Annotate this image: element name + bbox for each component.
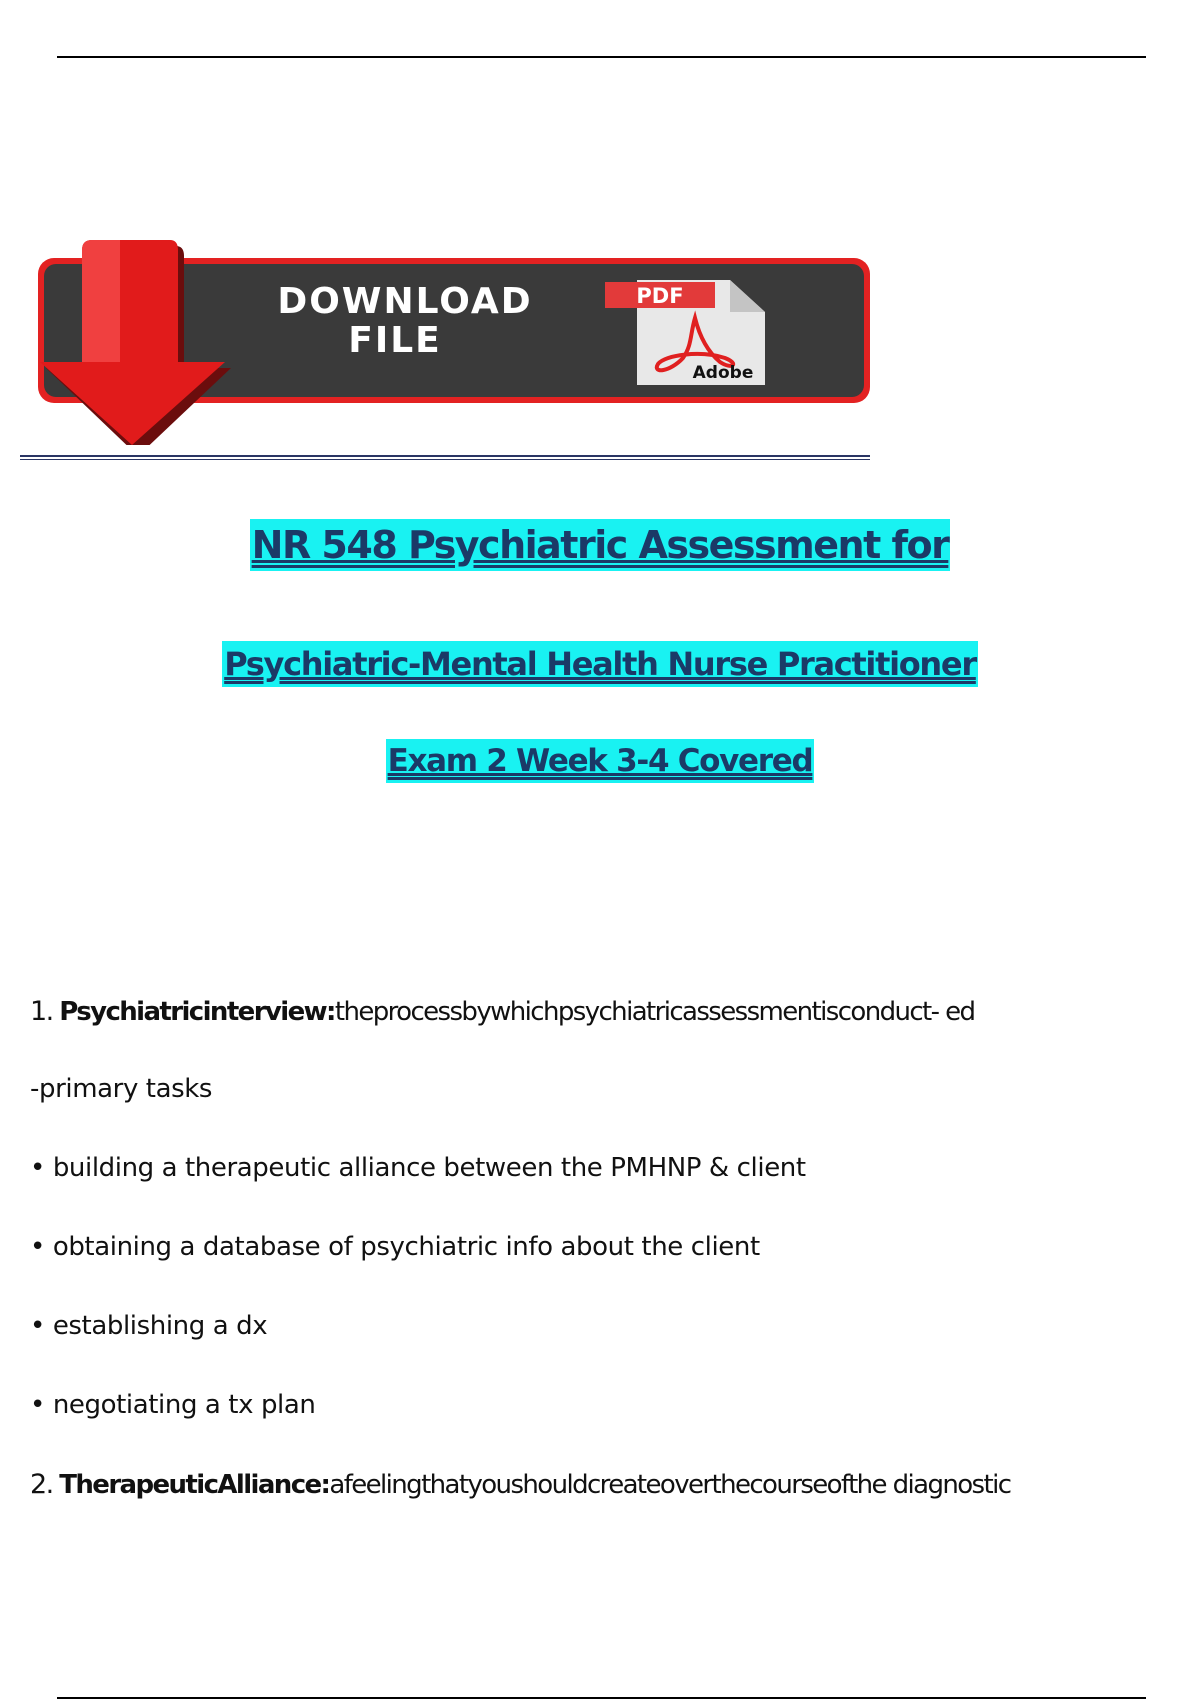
list-item [30, 1390, 316, 1420]
item-text: obtaining a database of psychiatric info about the client [52, 1232, 760, 1262]
item-term: TherapeuticAlliance: [59, 1470, 330, 1500]
banner-line1: DOWNLOAD [277, 281, 533, 322]
banner-underline [20, 455, 870, 460]
bullet: • [30, 1232, 45, 1262]
item-text: theprocessbywhichpsychiatricassessmentisconduct- ed [334, 997, 975, 1027]
banner-line2: FILE [348, 320, 442, 361]
title-line-3-text: Exam 2 Week 3-4 Covered [386, 739, 815, 783]
item-text: afeelingthatyoushouldcreateoverthecourseofthe diagnostic [329, 1470, 1011, 1500]
item-number: 2. [30, 1469, 53, 1500]
document-title-line-1 [0, 523, 1200, 568]
pdf-tag-label: PDF [636, 284, 684, 308]
bullet: • [30, 1390, 45, 1420]
item-term: Psychiatricinterview: [59, 997, 335, 1027]
title-line-1-text: NR 548 Psychiatric Assessment for [250, 519, 951, 571]
bottom-rule [57, 1697, 1146, 1699]
item-text: negotiating a tx plan [52, 1390, 316, 1420]
item-text: -primary tasks [30, 1074, 213, 1104]
item-text: establishing a dx [52, 1311, 268, 1341]
adobe-label: Adobe [692, 363, 754, 383]
document-title-line-2 [0, 645, 1200, 683]
item-text: building a therapeutic alliance between the PMHNP & client [52, 1153, 806, 1183]
list-item [30, 1153, 806, 1183]
bullet: • [30, 1153, 45, 1183]
top-rule [57, 56, 1146, 58]
list-item [30, 996, 974, 1027]
list-item [30, 1469, 1010, 1500]
list-item [30, 1232, 760, 1262]
title-line-2-text: Psychiatric-Mental Health Nurse Practitioner [222, 641, 978, 687]
download-file-banner[interactable] [20, 240, 870, 445]
document-title-line-3 [0, 743, 1200, 779]
list-item [30, 1311, 267, 1341]
bullet: • [30, 1311, 45, 1341]
list-item [30, 1074, 212, 1104]
item-number: 1. [30, 996, 53, 1027]
